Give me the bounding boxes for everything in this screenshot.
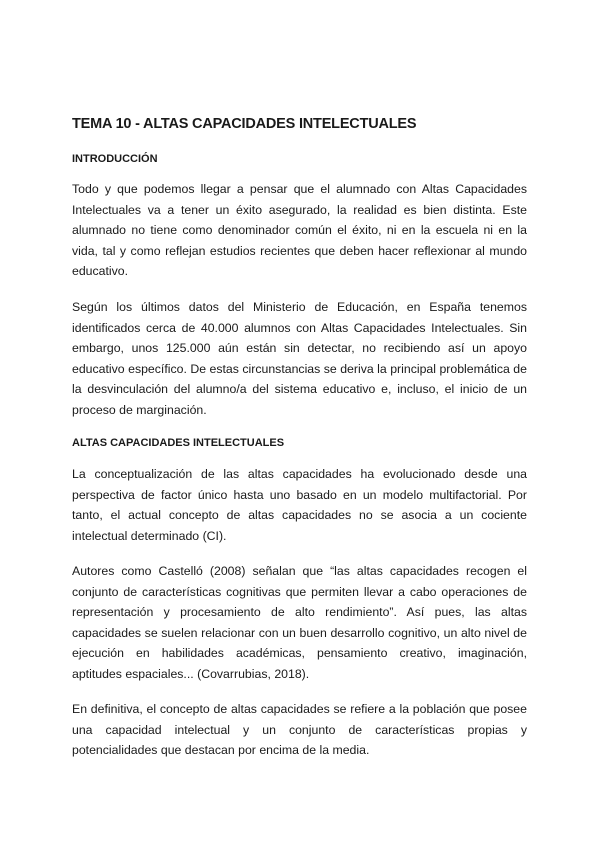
paragraph-altas-2: Autores como Castelló (2008) señalan que “las altas capacidades recogen el conjunto de características cognitivas que permiten llevar a cabo operaciones de representación y procesamiento de alto rendimiento”. Así pues, las altas capacidades se suelen relacionar con un buen desarrollo cognitivo, un alto nivel de ejecución en habilidades académicas, pensamiento creativo, imaginación, aptitudes espaciales... (Covarrubias, 2018). (72, 564, 527, 681)
paragraph-altas-1: La conceptualización de las altas capacidades ha evolucionado desde una perspectiva de factor único hasta uno basado en un modelo multifactorial. Por tanto, el actual concepto de altas capacidades no se asocia a un cociente intelectual determinado (CI). (72, 467, 527, 543)
paragraph-intro-2: Según los últimos datos del Ministerio de Educación, en España tenemos identificados cerca de 40.000 alumnos con Altas Capacidades Intelectuales. Sin embargo, unos 125.000 aún están sin detectar, no recibiendo así un apoyo educativo específico. De estas circunstancias se deriva la principal problemática de la desvinculación del alumno/a del sistema educativo e, incluso, el inicio de un proceso de marginación. (72, 300, 527, 417)
paragraph-altas-3: En definitiva, el concepto de altas capacidades se refiere a la población que posee una capacidad intelectual y un conjunto de características propias y potencialidades que destacan por encima de la media. (72, 702, 527, 757)
section-heading-introduccion: INTRODUCCIÓN (72, 153, 158, 165)
section-heading-altas-capacidades: ALTAS CAPACIDADES INTELECTUALES (72, 437, 285, 449)
paragraph-intro-1: Todo y que podemos llegar a pensar que el alumnado con Altas Capacidades Intelectuales va a tener un éxito asegurado, la realidad es bien distinta. Este alumnado no tiene como denominador común el éxito, ni en la escuela ni en la vida, tal y como reflejan estudios recientes que deben hacer reflexionar al mundo educativo. (72, 182, 527, 278)
page-title: TEMA 10 - ALTAS CAPACIDADES INTELECTUALES (72, 116, 417, 132)
